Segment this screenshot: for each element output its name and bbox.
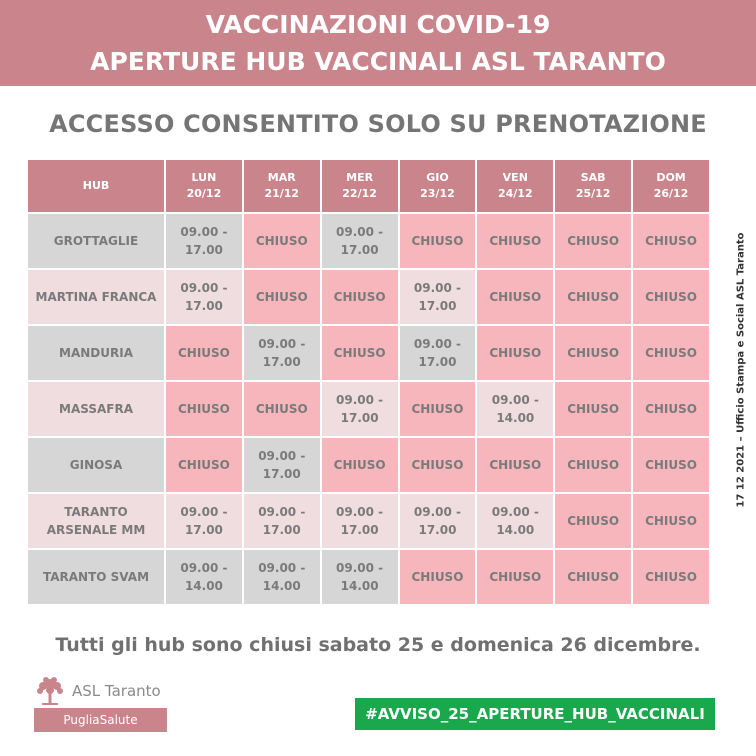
logo-region: PugliaSalute xyxy=(34,708,167,732)
closed-cell: CHIUSO xyxy=(555,438,631,492)
day-name: MER xyxy=(346,171,374,184)
closed-cell: CHIUSO xyxy=(400,214,476,268)
header-banner xyxy=(0,0,756,86)
hours-cell: 09.00 - 17.00 xyxy=(322,382,398,436)
hub-column-header: HUB xyxy=(28,160,164,212)
hours-cell: 09.00 - 17.00 xyxy=(166,494,242,548)
day-name: MAR xyxy=(267,171,296,184)
asl-logo xyxy=(34,676,169,732)
hours-cell: 09.00 - 14.00 xyxy=(322,550,398,604)
day-header-mar xyxy=(244,160,320,212)
hub-name: GROTTAGLIE xyxy=(28,214,164,268)
table-row xyxy=(28,214,709,268)
day-header-lun xyxy=(166,160,242,212)
day-header-gio xyxy=(400,160,476,212)
hours-cell: 09.00 - 17.00 xyxy=(166,214,242,268)
day-name: VEN xyxy=(502,171,528,184)
closed-cell: CHIUSO xyxy=(400,382,476,436)
hours-cell: 09.00 - 17.00 xyxy=(322,214,398,268)
closed-cell: CHIUSO xyxy=(477,550,553,604)
hours-cell: 09.00 - 17.00 xyxy=(244,438,320,492)
day-name: GIO xyxy=(426,171,449,184)
hours-cell: 09.00 - 17.00 xyxy=(400,270,476,324)
side-credit xyxy=(733,232,749,508)
closed-cell: CHIUSO xyxy=(477,214,553,268)
hours-cell: 09.00 - 14.00 xyxy=(477,494,553,548)
table-row xyxy=(28,382,709,436)
logo-name: ASL Taranto xyxy=(72,682,161,700)
hours-cell: 09.00 - 17.00 xyxy=(244,326,320,380)
hub-name: GINOSA xyxy=(28,438,164,492)
tree-icon xyxy=(34,676,66,706)
day-date: 21/12 xyxy=(264,187,300,200)
schedule-table xyxy=(26,158,711,606)
day-date: 25/12 xyxy=(575,187,611,200)
side-credit-text: 17 12 2021 – Ufficio Stampa e Social ASL Taranto xyxy=(735,232,747,508)
closed-cell: CHIUSO xyxy=(166,438,242,492)
schedule-body xyxy=(28,214,709,604)
closed-cell: CHIUSO xyxy=(477,270,553,324)
hours-cell: 09.00 - 17.00 xyxy=(400,494,476,548)
closed-cell: CHIUSO xyxy=(244,214,320,268)
closed-cell: CHIUSO xyxy=(633,382,709,436)
closed-cell: CHIUSO xyxy=(322,270,398,324)
closed-cell: CHIUSO xyxy=(555,382,631,436)
day-date: 23/12 xyxy=(420,187,455,200)
hub-name: MASSAFRA xyxy=(28,382,164,436)
table-row xyxy=(28,494,709,548)
hours-cell: 09.00 - 17.00 xyxy=(322,494,398,548)
closed-cell: CHIUSO xyxy=(633,270,709,324)
day-header-dom xyxy=(633,160,709,212)
closed-cell: CHIUSO xyxy=(322,438,398,492)
day-header-sab xyxy=(555,160,631,212)
day-date: 26/12 xyxy=(653,187,689,200)
closed-cell: CHIUSO xyxy=(400,550,476,604)
closed-cell: CHIUSO xyxy=(555,494,631,548)
banner-title-line2: APERTURE HUB VACCINALI ASL TARANTO xyxy=(90,47,666,76)
day-name: LUN xyxy=(191,171,217,184)
banner-title-line1: VACCINAZIONI COVID-19 xyxy=(205,10,551,39)
day-name: SAB xyxy=(580,171,606,184)
day-header-ven xyxy=(477,160,553,212)
closed-cell: CHIUSO xyxy=(166,326,242,380)
hours-cell: 09.00 - 14.00 xyxy=(166,550,242,604)
day-date: 24/12 xyxy=(497,187,533,200)
hours-cell: 09.00 - 17.00 xyxy=(166,270,242,324)
hub-name: TARANTO SVAM xyxy=(28,550,164,604)
hashtag-badge: #AVVISO_25_APERTURE_HUB_VACCINALI xyxy=(355,698,715,730)
day-header-mer xyxy=(322,160,398,212)
table-row xyxy=(28,326,709,380)
hub-name: TARANTO ARSENALE MM xyxy=(28,494,164,548)
closed-cell: CHIUSO xyxy=(322,326,398,380)
closed-cell: CHIUSO xyxy=(633,214,709,268)
closure-note: Tutti gli hub sono chiusi sabato 25 e domenica 26 dicembre. xyxy=(55,634,701,656)
table-row xyxy=(28,270,709,324)
closed-cell: CHIUSO xyxy=(633,494,709,548)
day-name: DOM xyxy=(656,171,686,184)
table-row xyxy=(28,550,709,604)
closed-cell: CHIUSO xyxy=(166,382,242,436)
closed-cell: CHIUSO xyxy=(555,214,631,268)
closed-cell: CHIUSO xyxy=(633,550,709,604)
closed-cell: CHIUSO xyxy=(244,270,320,324)
closed-cell: CHIUSO xyxy=(477,326,553,380)
closed-cell: CHIUSO xyxy=(477,438,553,492)
closed-cell: CHIUSO xyxy=(633,326,709,380)
hours-cell: 09.00 - 17.00 xyxy=(400,326,476,380)
closed-cell: CHIUSO xyxy=(633,438,709,492)
access-subtitle: ACCESSO CONSENTITO SOLO SU PRENOTAZIONE xyxy=(49,110,707,138)
day-date: 20/12 xyxy=(186,187,222,200)
closed-cell: CHIUSO xyxy=(555,326,631,380)
table-row xyxy=(28,438,709,492)
hours-cell: 09.00 - 17.00 xyxy=(244,494,320,548)
hub-name: MANDURIA xyxy=(28,326,164,380)
closed-cell: CHIUSO xyxy=(555,270,631,324)
hours-cell: 09.00 - 14.00 xyxy=(477,382,553,436)
closed-cell: CHIUSO xyxy=(244,382,320,436)
day-date: 22/12 xyxy=(342,187,377,200)
hours-cell: 09.00 - 14.00 xyxy=(244,550,320,604)
schedule-header xyxy=(28,160,709,212)
closed-cell: CHIUSO xyxy=(555,550,631,604)
closed-cell: CHIUSO xyxy=(400,438,476,492)
hub-name: MARTINA FRANCA xyxy=(28,270,164,324)
